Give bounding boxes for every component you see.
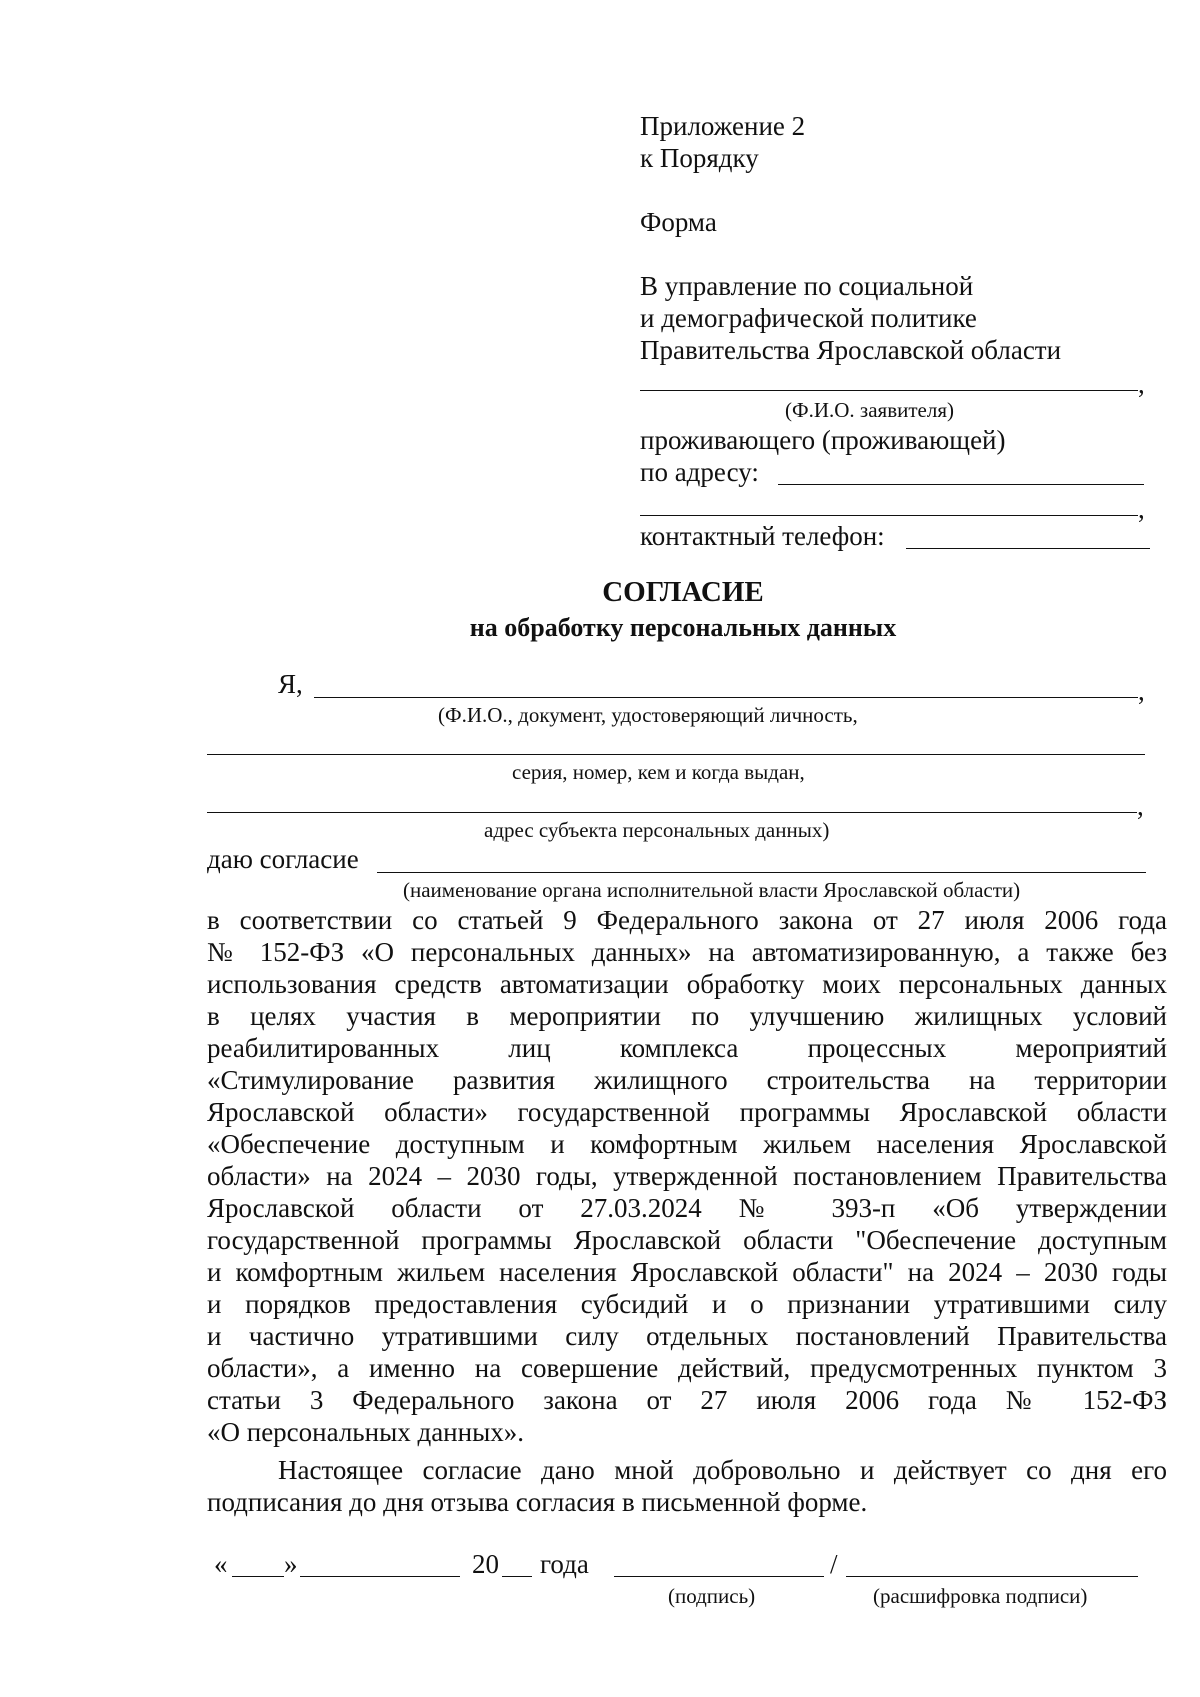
subject-address-field[interactable] — [207, 812, 1137, 813]
address-field[interactable] — [778, 484, 1144, 485]
body-paragraph-2-line1: Настоящее согласие дано мной добровольно и действует со дня его — [278, 1455, 1167, 1485]
date-month-field[interactable] — [300, 1576, 460, 1577]
date-year-field[interactable] — [502, 1576, 532, 1577]
signature-decoding-caption: (расшифровка подписи) — [873, 1584, 1088, 1608]
appendix-line1: Приложение 2 — [640, 111, 806, 141]
addressee-line3: Правительства Ярославской области — [640, 335, 1062, 365]
document-title: СОГЛАСИЕ — [602, 576, 764, 608]
signature-field[interactable] — [614, 1576, 824, 1577]
applicant-name-field[interactable] — [640, 390, 1138, 391]
body-line: области», а именно на совершение действий, предусмотренных пунктом 3 — [207, 1353, 1167, 1383]
body-line: и порядков предоставления субсидий и о признании утратившими силу — [207, 1289, 1167, 1319]
comma: , — [1138, 369, 1145, 399]
applicant-name-caption: (Ф.И.О. заявителя) — [785, 398, 954, 422]
date-quote-close: » — [284, 1549, 298, 1579]
subject-document-field[interactable] — [207, 754, 1145, 755]
comma: , — [1138, 676, 1145, 706]
body-line: и комфортным жильем населения Ярославской области" на 2024 – 2030 годы — [207, 1257, 1167, 1287]
body-line: № 152-ФЗ «О персональных данных» на автоматизированную, а также без — [207, 937, 1167, 967]
phone-label: контактный телефон: — [640, 521, 885, 551]
body-line: «О персональных данных». — [207, 1417, 524, 1447]
residing-label: проживающего (проживающей) — [640, 425, 1006, 455]
body-line: Ярославской области» государственной программы Ярославской области — [207, 1097, 1167, 1127]
date-quote-open: « — [214, 1549, 228, 1579]
phone-field[interactable] — [906, 548, 1150, 549]
body-line: реабилитированных лиц комплекса процессных мероприятий — [207, 1033, 1167, 1063]
address-label: по адресу: — [640, 457, 759, 487]
address-field-line2[interactable] — [640, 515, 1138, 516]
subject-caption-3: адрес субъекта персональных данных) — [484, 818, 830, 842]
body-line: и частично утратившими силу отдельных постановлений Правительства — [207, 1321, 1167, 1351]
document-subtitle: на обработку персональных данных — [469, 613, 897, 642]
addressee-line1: В управление по социальной — [640, 271, 974, 301]
body-line: в целях участия в мероприятии по улучшению жилищных условий — [207, 1001, 1167, 1031]
addressee-line2: и демографической политике — [640, 303, 977, 333]
body-line: Ярославской области от 27.03.2024 № 393-п «Об утверждении — [207, 1193, 1167, 1223]
body-line: статьи 3 Федерального закона от 27 июля 2006 года № 152-ФЗ — [207, 1385, 1167, 1415]
subject-caption-1: (Ф.И.О., документ, удостоверяющий личность, — [438, 703, 858, 727]
signature-decoding-field[interactable] — [846, 1576, 1138, 1577]
subject-caption-2: серия, номер, кем и когда выдан, — [512, 760, 805, 784]
comma: , — [1137, 791, 1144, 821]
body-line: «Стимулирование развития жилищного строительства на территории — [207, 1065, 1167, 1095]
authority-caption: (наименование органа исполнительной власти Ярославской области) — [403, 878, 1021, 902]
body-line: «Обеспечение доступным и комфортным жильем населения Ярославской — [207, 1129, 1167, 1159]
year-suffix: года — [540, 1549, 589, 1579]
appendix-line2: к Порядку — [640, 143, 759, 173]
consent-label: даю согласие — [207, 844, 359, 874]
body-line: использования средств автоматизации обработку моих персональных данных — [207, 969, 1167, 999]
date-day-field[interactable] — [232, 1576, 284, 1577]
year-prefix: 20 — [472, 1549, 499, 1579]
body-line: области» на 2024 – 2030 годы, утвержденной постановлением Правительства — [207, 1161, 1167, 1191]
form-label: Форма — [640, 207, 717, 237]
subject-name-field[interactable] — [314, 697, 1138, 698]
body-paragraph-2-line2: подписания до дня отзыва согласия в письменной форме. — [207, 1487, 868, 1517]
signature-slash: / — [830, 1549, 838, 1579]
body-line: в соответствии со статьей 9 Федерального закона от 27 июля 2006 года — [207, 905, 1167, 935]
body-line: государственной программы Ярославской области "Обеспечение доступным — [207, 1225, 1167, 1255]
i-label: Я, — [278, 669, 303, 699]
authority-name-field[interactable] — [377, 872, 1146, 873]
comma: , — [1138, 494, 1145, 524]
signature-caption: (подпись) — [668, 1584, 756, 1608]
